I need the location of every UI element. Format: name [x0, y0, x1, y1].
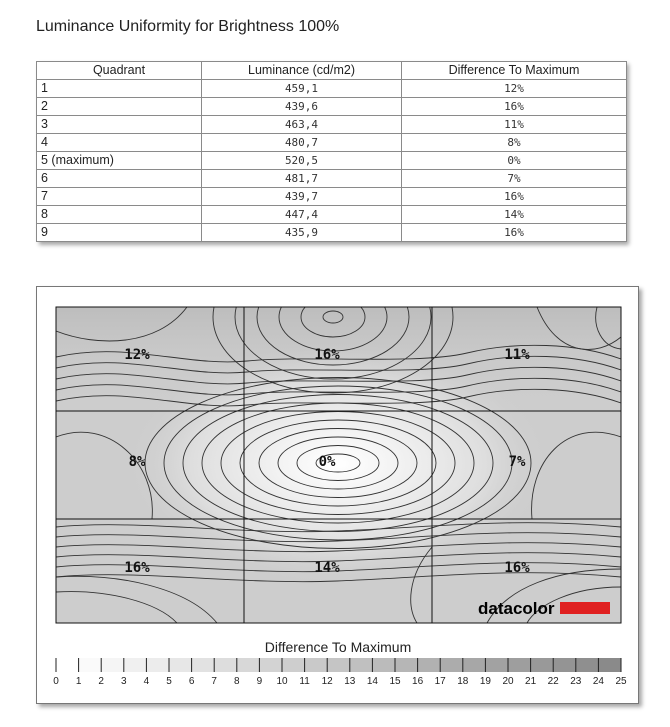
cell-quadrant: 7 [37, 188, 202, 206]
brand-text: datacolor [478, 599, 555, 618]
cell-luminance: 520,5 [202, 152, 402, 170]
table-row [37, 80, 627, 98]
cell-difference: 11% [402, 116, 627, 134]
uniformity-heatmap [37, 287, 638, 703]
legend-swatch [237, 658, 260, 672]
legend-swatch [259, 658, 282, 672]
legend-swatch [56, 658, 79, 672]
legend-swatch [79, 658, 102, 672]
legend-tick-label: 16 [412, 676, 424, 687]
legend-tick-label: 22 [547, 676, 559, 687]
cell-label: 7% [508, 454, 526, 470]
legend-title: Difference To Maximum [264, 639, 412, 655]
table-row [37, 188, 627, 206]
legend-swatch [531, 658, 554, 672]
cell-label: 12% [124, 347, 150, 363]
legend-swatch [440, 658, 463, 672]
legend-swatch [169, 658, 192, 672]
table-row [37, 224, 627, 242]
legend-tick-label: 7 [211, 676, 217, 687]
cell-difference: 16% [402, 98, 627, 116]
cell-quadrant: 9 [37, 224, 202, 242]
legend-tick-label: 21 [525, 676, 537, 687]
legend-swatch [553, 658, 576, 672]
cell-label: 16% [504, 560, 530, 576]
legend-swatch [485, 658, 508, 672]
legend-swatch [327, 658, 350, 672]
legend-swatch [192, 658, 215, 672]
table-header-row [37, 62, 627, 80]
luminance-table [36, 61, 626, 242]
legend-tick-label: 11 [299, 676, 310, 687]
cell-luminance: 463,4 [202, 116, 402, 134]
legend-swatch [214, 658, 237, 672]
legend-tick-label: 4 [143, 676, 150, 687]
legend-swatch [508, 658, 531, 672]
legend-tick-label: 13 [344, 676, 356, 687]
legend-swatch [282, 658, 305, 672]
table-row [37, 170, 627, 188]
legend-swatch [598, 658, 621, 672]
cell-luminance: 439,6 [202, 98, 402, 116]
header-luminance: Luminance (cd/m2) [202, 62, 402, 80]
cell-difference: 16% [402, 188, 627, 206]
cell-difference: 12% [402, 80, 627, 98]
legend-swatch [101, 658, 124, 672]
legend-swatch [372, 658, 395, 672]
cell-label: 0% [318, 454, 336, 470]
legend-tick-label: 14 [366, 676, 378, 687]
legend-tick-label: 17 [434, 676, 446, 687]
cell-luminance: 439,7 [202, 188, 402, 206]
legend-tick-label: 15 [389, 676, 401, 687]
brand-bar [560, 602, 610, 614]
legend-tick-label: 9 [256, 676, 263, 687]
legend-tick-label: 3 [121, 676, 127, 687]
cell-quadrant: 6 [37, 170, 202, 188]
cell-luminance: 459,1 [202, 80, 402, 98]
table-row [37, 98, 627, 116]
cell-luminance: 481,7 [202, 170, 402, 188]
legend-tick-label: 25 [615, 676, 627, 687]
cell-label: 16% [314, 347, 340, 363]
legend-swatch [395, 658, 418, 672]
legend-swatch [350, 658, 373, 672]
legend-tick-label: 12 [321, 676, 333, 687]
cell-label: 16% [124, 560, 150, 576]
cell-difference: 8% [402, 134, 627, 152]
legend-swatch [463, 658, 486, 672]
legend-swatch [124, 658, 147, 672]
legend-tick-label: 6 [188, 676, 195, 687]
cell-luminance: 480,7 [202, 134, 402, 152]
cell-difference: 7% [402, 170, 627, 188]
cell-quadrant: 8 [37, 206, 202, 224]
table-row [37, 206, 627, 224]
legend-tick-label: 18 [457, 676, 469, 687]
table-row [37, 116, 627, 134]
cell-quadrant: 4 [37, 134, 202, 152]
legend-tick-label: 23 [570, 676, 582, 687]
cell-difference: 16% [402, 224, 627, 242]
table-row [37, 134, 627, 152]
cell-quadrant: 3 [37, 116, 202, 134]
header-difference: Difference To Maximum [402, 62, 627, 80]
cell-label: 14% [314, 560, 340, 576]
table-row [37, 152, 627, 170]
cell-quadrant: 2 [37, 98, 202, 116]
legend-tick-label: 0 [53, 676, 59, 687]
legend-tick-label: 2 [98, 676, 104, 687]
legend-tick-label: 20 [502, 676, 514, 687]
legend-swatch [576, 658, 599, 672]
cell-quadrant: 1 [37, 80, 202, 98]
legend-tick-label: 10 [276, 676, 288, 687]
cell-luminance: 435,9 [202, 224, 402, 242]
legend-swatch [146, 658, 169, 672]
legend-tick-label: 5 [166, 676, 172, 687]
cell-quadrant: 5 (maximum) [37, 152, 202, 170]
header-quadrant: Quadrant [37, 62, 202, 80]
page-title: Luminance Uniformity for Brightness 100% [36, 18, 340, 35]
cell-luminance: 447,4 [202, 206, 402, 224]
cell-label: 11% [504, 347, 530, 363]
uniformity-chart [36, 286, 639, 704]
legend-swatch [305, 658, 328, 672]
legend-tick-label: 24 [592, 676, 604, 687]
cell-label: 8% [128, 454, 146, 470]
legend-tick-label: 8 [234, 676, 240, 687]
legend-tick-label: 19 [479, 676, 491, 687]
legend-swatch [418, 658, 441, 672]
cell-difference: 14% [402, 206, 627, 224]
legend-tick-label: 1 [75, 676, 82, 687]
cell-difference: 0% [402, 152, 627, 170]
